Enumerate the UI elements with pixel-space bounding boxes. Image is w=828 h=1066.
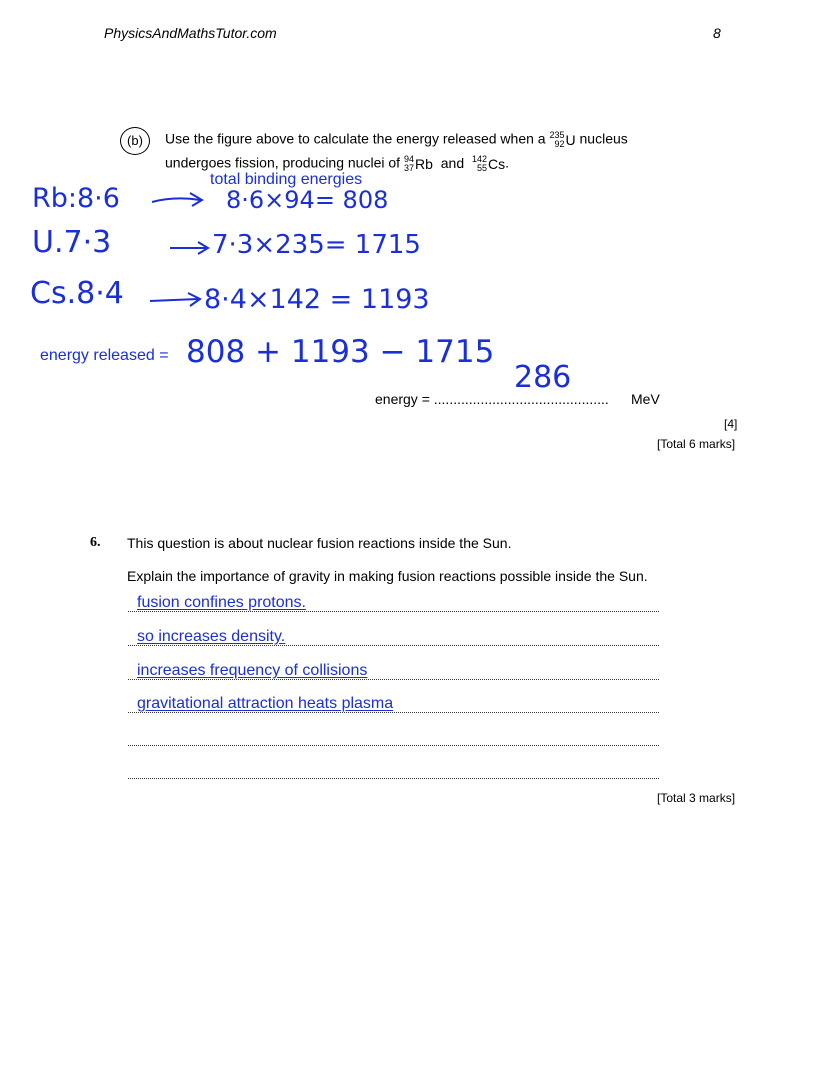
energy-answer-label: energy = ............................................. xyxy=(375,391,609,407)
part-b-marks: [4] xyxy=(724,417,738,431)
page-number: 8 xyxy=(713,25,721,41)
answer-line xyxy=(128,745,659,746)
uranium-nuclide xyxy=(549,131,575,149)
rb-atomic-number: 37 xyxy=(403,163,414,173)
answer-text: so increases density. xyxy=(137,628,286,645)
q6-total-marks: [Total 3 marks] xyxy=(657,791,736,805)
energy-answer-value: 286 xyxy=(514,360,572,395)
q-and: and xyxy=(440,154,465,171)
cs-symbol: Cs xyxy=(488,156,506,172)
u-atomic-number: 92 xyxy=(554,139,565,149)
answer-text: fusion confines protons. xyxy=(137,594,306,611)
arrow-icon xyxy=(150,190,206,210)
arrow-icon xyxy=(168,240,212,256)
arrow-icon xyxy=(148,292,204,308)
u-mass-number: 235 xyxy=(549,130,565,140)
working-row-u-right: 7·3×235= 1715 xyxy=(212,230,421,260)
answer-text: gravitational attraction heats plasma xyxy=(137,695,394,712)
rb-symbol: Rb xyxy=(414,156,433,172)
q6-prompt: Explain the importance of gravity in making fusion reactions possible inside the Sun. xyxy=(127,568,648,584)
u-symbol: U xyxy=(565,132,576,148)
q-line2-end: . xyxy=(505,154,510,171)
q-line1-post: nucleus xyxy=(579,130,628,147)
q6-intro: This question is about nuclear fusion reactions inside the Sun. xyxy=(127,535,512,551)
answer-text: increases frequency of collisions xyxy=(137,662,368,679)
working-row-rb-left: Rb:8·6 xyxy=(32,183,120,214)
energy-released-label: energy released = xyxy=(40,347,169,364)
rb-mass-number: 94 xyxy=(403,154,414,164)
question-number: 6. xyxy=(90,535,101,550)
working-row-rb-right: 8·6×94= 808 xyxy=(226,186,389,214)
working-row-cs-left: Cs.8·4 xyxy=(30,276,124,311)
caesium-nuclide xyxy=(472,155,505,173)
cs-atomic-number: 55 xyxy=(477,163,488,173)
q-line1-pre: Use the figure above to calculate the energy released when a xyxy=(165,130,546,147)
answer-line xyxy=(128,778,659,779)
q-line2-pre: undergoes fission, producing nuclei of xyxy=(165,154,401,171)
working-row-u-left: U.7·3 xyxy=(32,225,112,260)
part-b-label: (b) xyxy=(120,127,150,155)
energy-unit: MeV xyxy=(631,391,660,407)
working-row-cs-right: 8·4×142 = 1193 xyxy=(204,284,430,315)
site-header: PhysicsAndMathsTutor.com xyxy=(104,25,277,41)
rubidium-nuclide xyxy=(404,155,433,173)
cs-mass-number: 142 xyxy=(472,154,488,164)
part-b-total-marks: [Total 6 marks] xyxy=(657,437,736,451)
part-b-question-line1 xyxy=(165,131,628,149)
energy-released-expression: 808 + 1193 − 1715 xyxy=(186,334,495,370)
working-heading: total binding energies xyxy=(210,171,363,188)
